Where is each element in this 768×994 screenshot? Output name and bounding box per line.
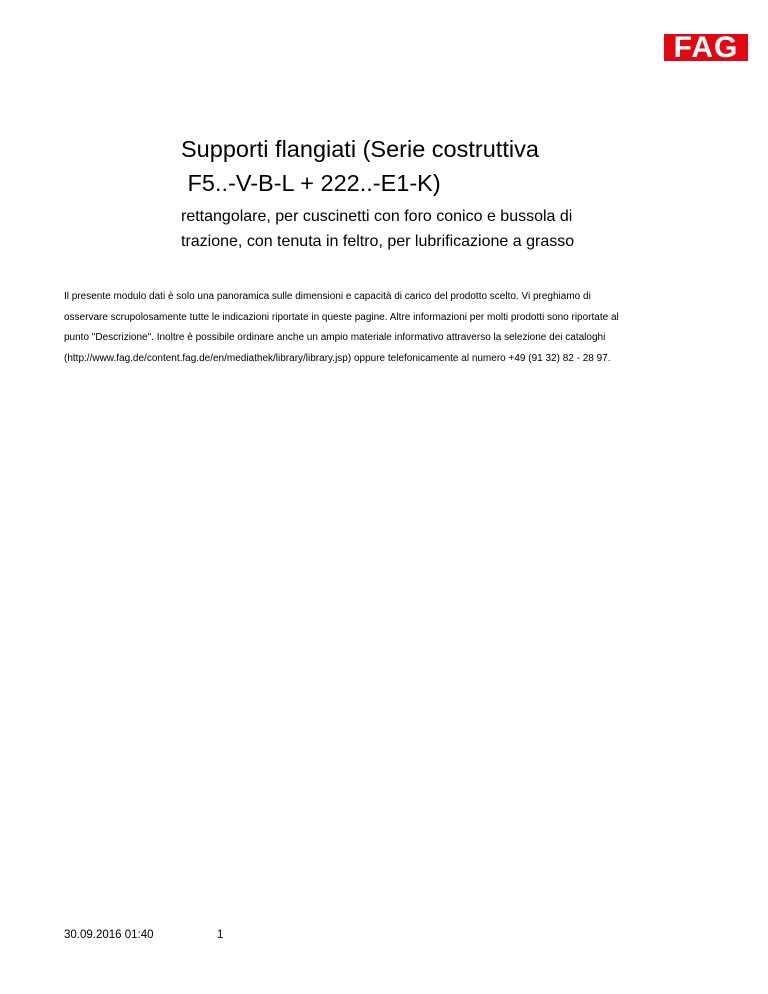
intro-line-4: (http://www.fag.de/content.fag.de/en/mediathek/library/library.jsp) oppure telefonicamente al numero +49 (91 32) 82 - 28 97. <box>64 352 611 364</box>
document-title <box>181 132 701 200</box>
document-subtitle-line-1: rettangolare, per cuscinetti con foro conico e bussola di <box>181 208 573 225</box>
document-subtitle-line-2: trazione, con tenuta in feltro, per lubrificazione a grasso <box>181 233 575 250</box>
document-title-line-1: Supporti flangiati (Serie costruttiva <box>181 136 539 162</box>
document-title-line-2: F5..-V-B-L + 222..-E1-K) <box>181 170 441 196</box>
intro-line-1: Il presente modulo dati è solo una panoramica sulle dimensioni e capacità di carico del prodotto scelto. Vi preghiamo di <box>64 291 591 302</box>
fag-logo: FAG <box>664 34 748 61</box>
footer-datetime: 30.09.2016 01:40 <box>64 929 154 941</box>
intro-paragraph <box>64 287 684 369</box>
footer-page-number: 1 <box>217 929 224 941</box>
intro-line-3: punto "Descrizione". Inoltre è possibile ordinare anche un ampio materiale informativo attraverso la selezione dei cataloghi <box>64 332 606 343</box>
document-subtitle <box>181 204 641 254</box>
intro-line-2: osservare scrupolosamente tutte le indicazioni riportate in queste pagine. Altre informazioni per molti prodotti sono riportate al <box>64 311 619 323</box>
